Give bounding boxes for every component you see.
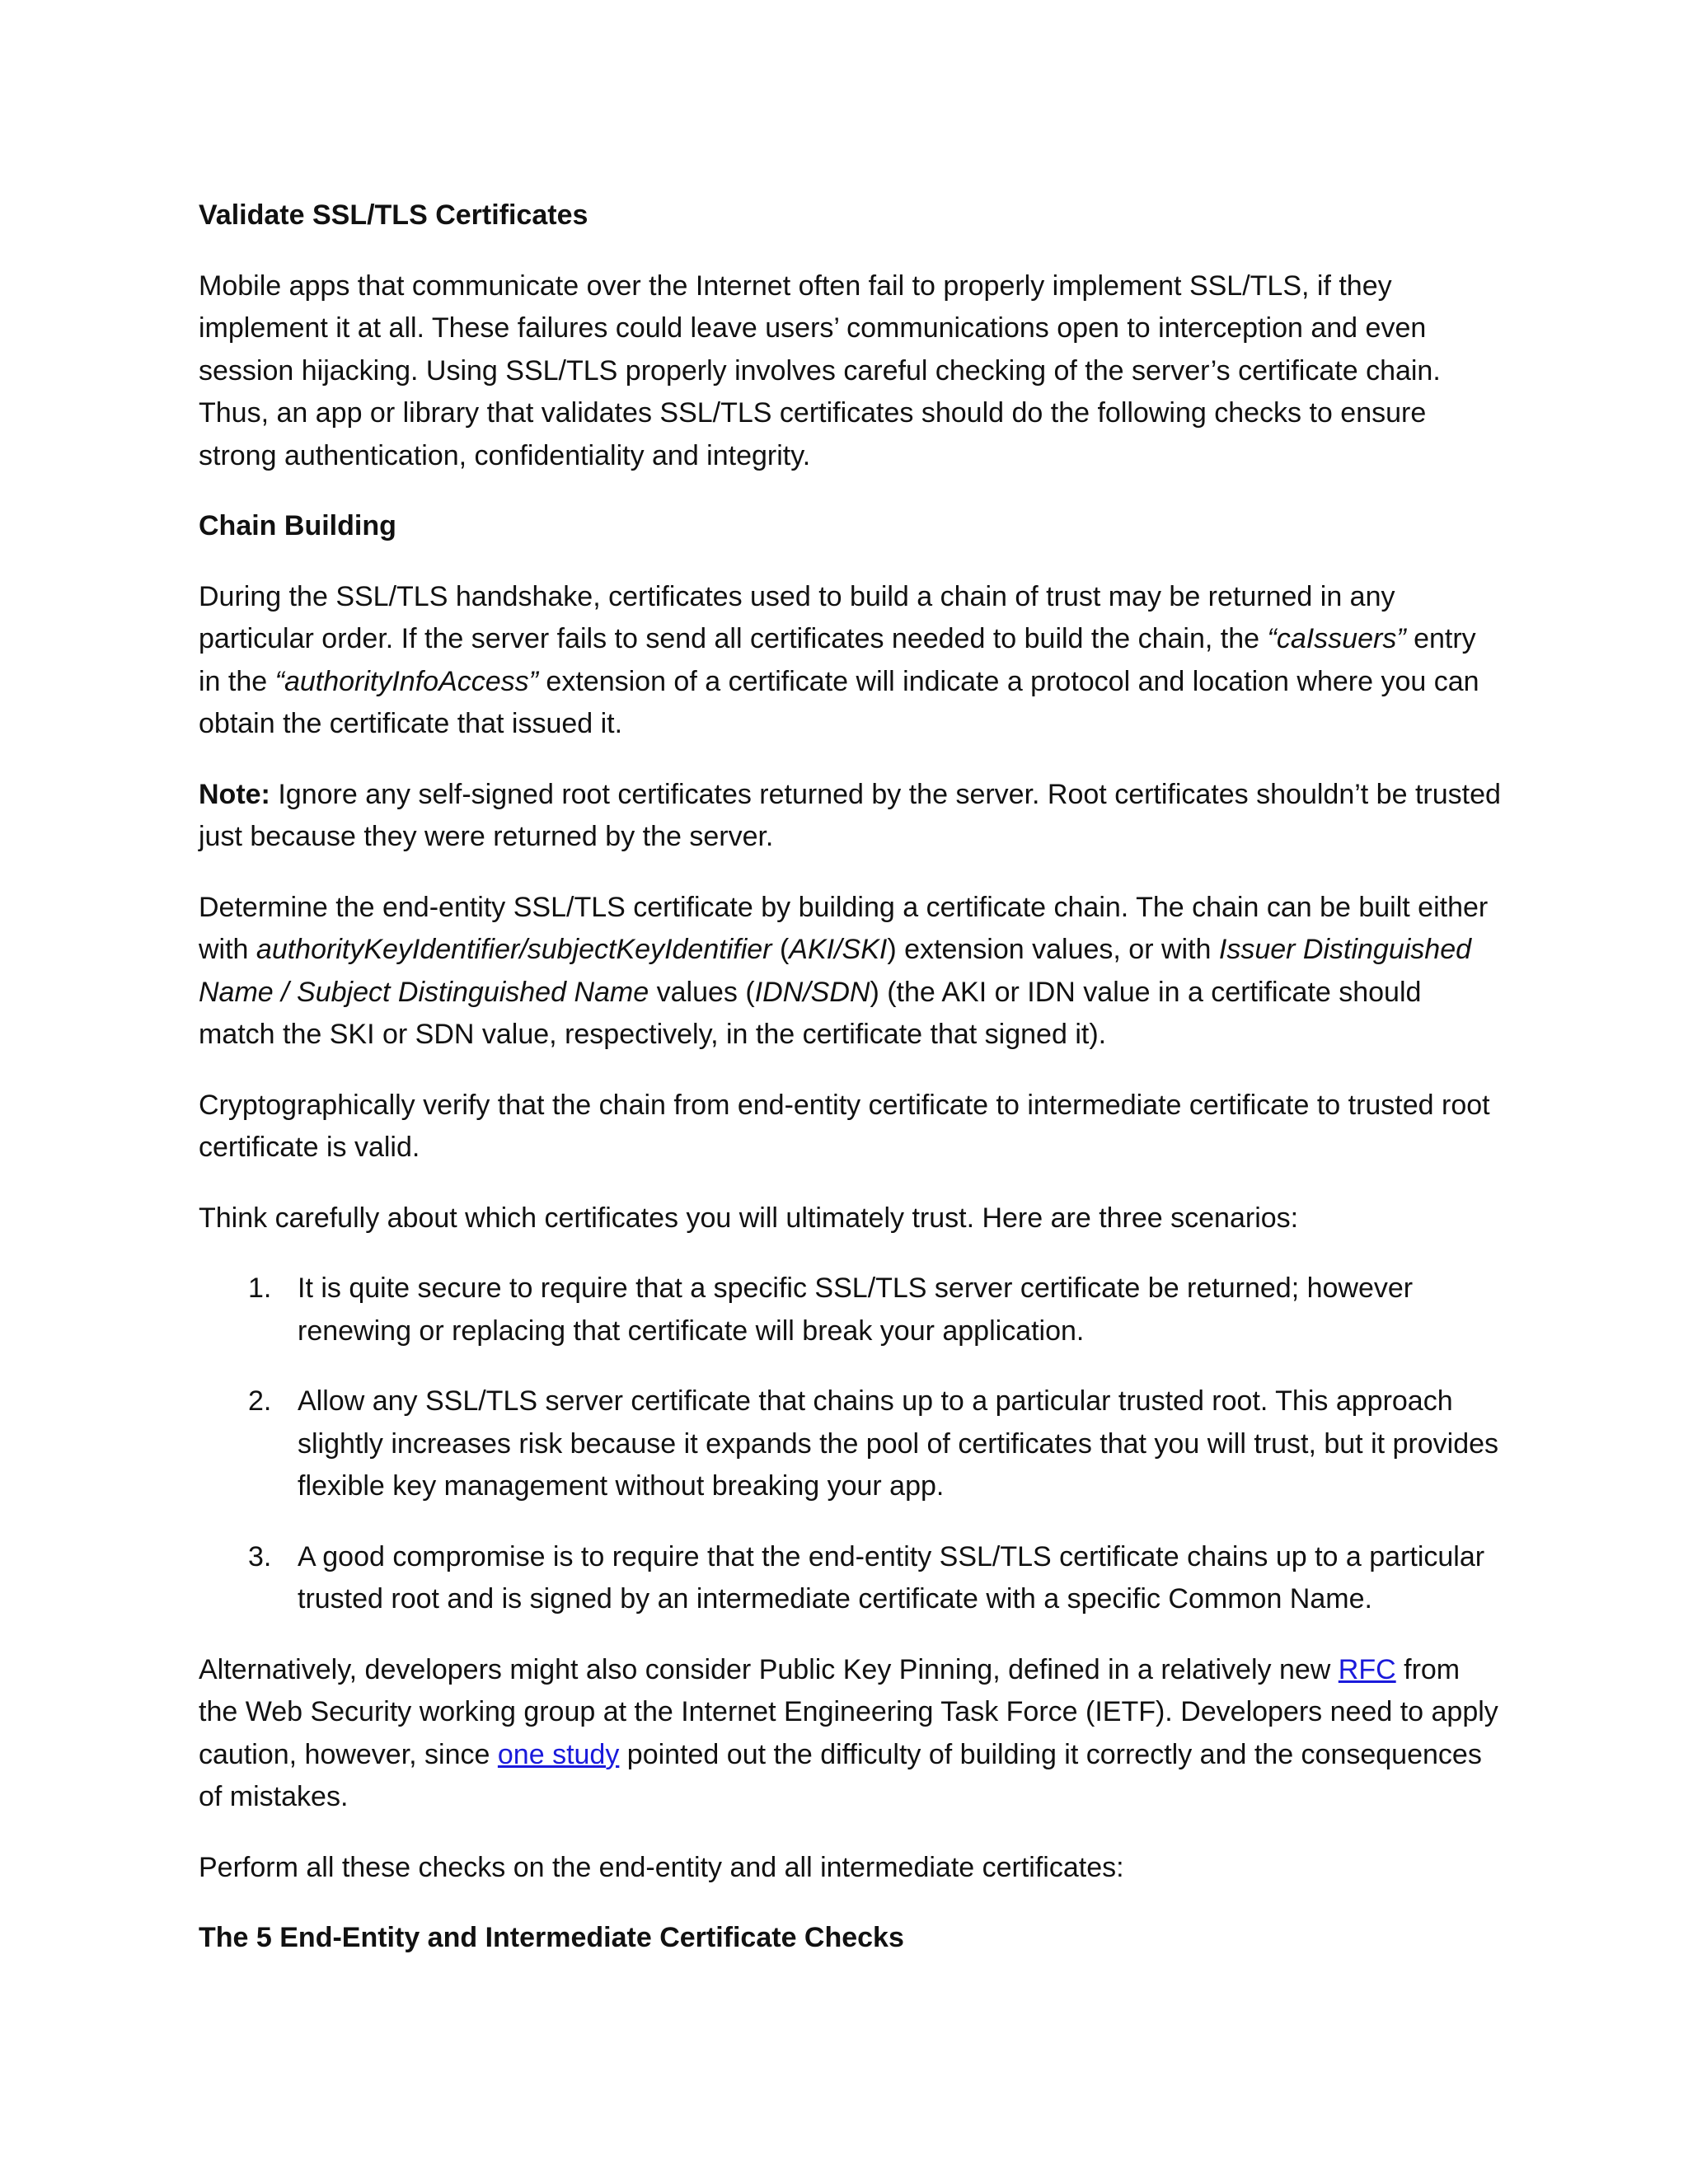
list-item	[199, 1536, 1501, 1621]
text-run: pointed out the difficulty of building it correctly and the consequences of mistakes.	[199, 1738, 1482, 1812]
rfc-link[interactable]: RFC	[1338, 1653, 1396, 1685]
list-item-text: It is quite secure to require that a specific SSL/TLS server certificate be returned; however renewing or replacing that certificate will break your application.	[298, 1272, 1414, 1347]
text-run: extension of a certificate will indicate a protocol and location where you can obtain the certificate that issued it.	[199, 665, 1479, 739]
italic-term-aki-ski: AKI/SKI	[789, 934, 888, 965]
list-number: 2.	[248, 1385, 272, 1417]
document-page	[199, 194, 1501, 1988]
list-number: 3.	[248, 1540, 272, 1572]
note-text: Ignore any self-signed root certificates returned by the server. Root certificates shouldn’t be trusted just because they were returned by the server.	[199, 778, 1501, 852]
italic-term-idn-sdn: IDN/SDN	[754, 976, 870, 1008]
text-run: ) extension values, or with	[887, 934, 1219, 965]
end-entity-paragraph	[199, 887, 1501, 1057]
list-item-text: A good compromise is to require that the end-entity SSL/TLS certificate chains up to a particular trusted root and is signed by an intermediate certificate with a specific Common Name.	[298, 1540, 1485, 1615]
checks-heading: The 5 End-Entity and Intermediate Certificate Checks	[199, 1922, 904, 1953]
chain-building-paragraph	[199, 576, 1501, 746]
list-number: 1.	[248, 1272, 272, 1304]
note-label: Note:	[199, 778, 270, 810]
text-run: Alternatively, developers might also consider Public Key Pinning, defined in a relatively new	[199, 1653, 1339, 1685]
text-run: values (	[649, 976, 755, 1008]
italic-term-idn-sdn-long: Issuer Distinguished Name / Subject Distinguished Name	[199, 934, 1472, 1008]
list-item-text: Allow any SSL/TLS server certificate that chains up to a particular trusted root. This approach slightly increases risk because it expands the pool of certificates that you will trust, but it provides flexible key management without breaking your app.	[298, 1385, 1499, 1502]
text-run: from the Web Security working group at the Internet Engineering Task Force (IETF). Developers need to apply caution, however, since	[199, 1653, 1498, 1770]
note-paragraph	[199, 774, 1501, 859]
chain-building-heading: Chain Building	[199, 510, 396, 541]
one-study-link[interactable]: one study	[497, 1738, 620, 1770]
list-item	[199, 1380, 1501, 1508]
text-run: ) (the AKI or IDN value in a certificate should match the SKI or SDN value, respectively, in the certificate that signed it).	[199, 976, 1422, 1050]
scenarios-list	[199, 1268, 1501, 1621]
text-run: During the SSL/TLS handshake, certificates used to build a chain of trust may be returned in any particular order. If the server fails to send all certificates needed to build the chain, the	[199, 580, 1395, 654]
italic-term-caissuers: “caIssuers”	[1267, 623, 1406, 654]
verify-paragraph: Cryptographically verify that the chain from end-entity certificate to intermediate certificate to trusted root certificate is valid.	[199, 1089, 1490, 1163]
scenarios-intro-paragraph: Think carefully about which certificates you will ultimately trust. Here are three scenarios:	[199, 1202, 1299, 1234]
italic-term-authorityinfoaccess: “authorityInfoAccess”	[274, 665, 538, 697]
text-run: Determine the end-entity SSL/TLS certificate by building a certificate chain. The chain can be built either with	[199, 891, 1489, 965]
intro-paragraph: Mobile apps that communicate over the Internet often fail to properly implement SSL/TLS, if they implement it at all. These failures could leave users’ communications open to interception and even session hijacking. Using SSL/TLS properly involves careful checking of the server’s certificate chain. Thus, an app or library that validates SSL/TLS certificates should do the following checks to ensure strong authentication, confidentiality and integrity.	[199, 269, 1441, 471]
text-run: entry in the	[199, 623, 1476, 697]
list-item	[199, 1268, 1501, 1352]
italic-term-aki-ski-long: authorityKeyIdentifier/subjectKeyIdentifier	[256, 934, 772, 965]
perform-paragraph: Perform all these checks on the end-entity and all intermediate certificates:	[199, 1851, 1124, 1883]
pinning-paragraph	[199, 1649, 1501, 1819]
text-run: (	[771, 934, 790, 965]
section-title: Validate SSL/TLS Certificates	[199, 199, 588, 231]
